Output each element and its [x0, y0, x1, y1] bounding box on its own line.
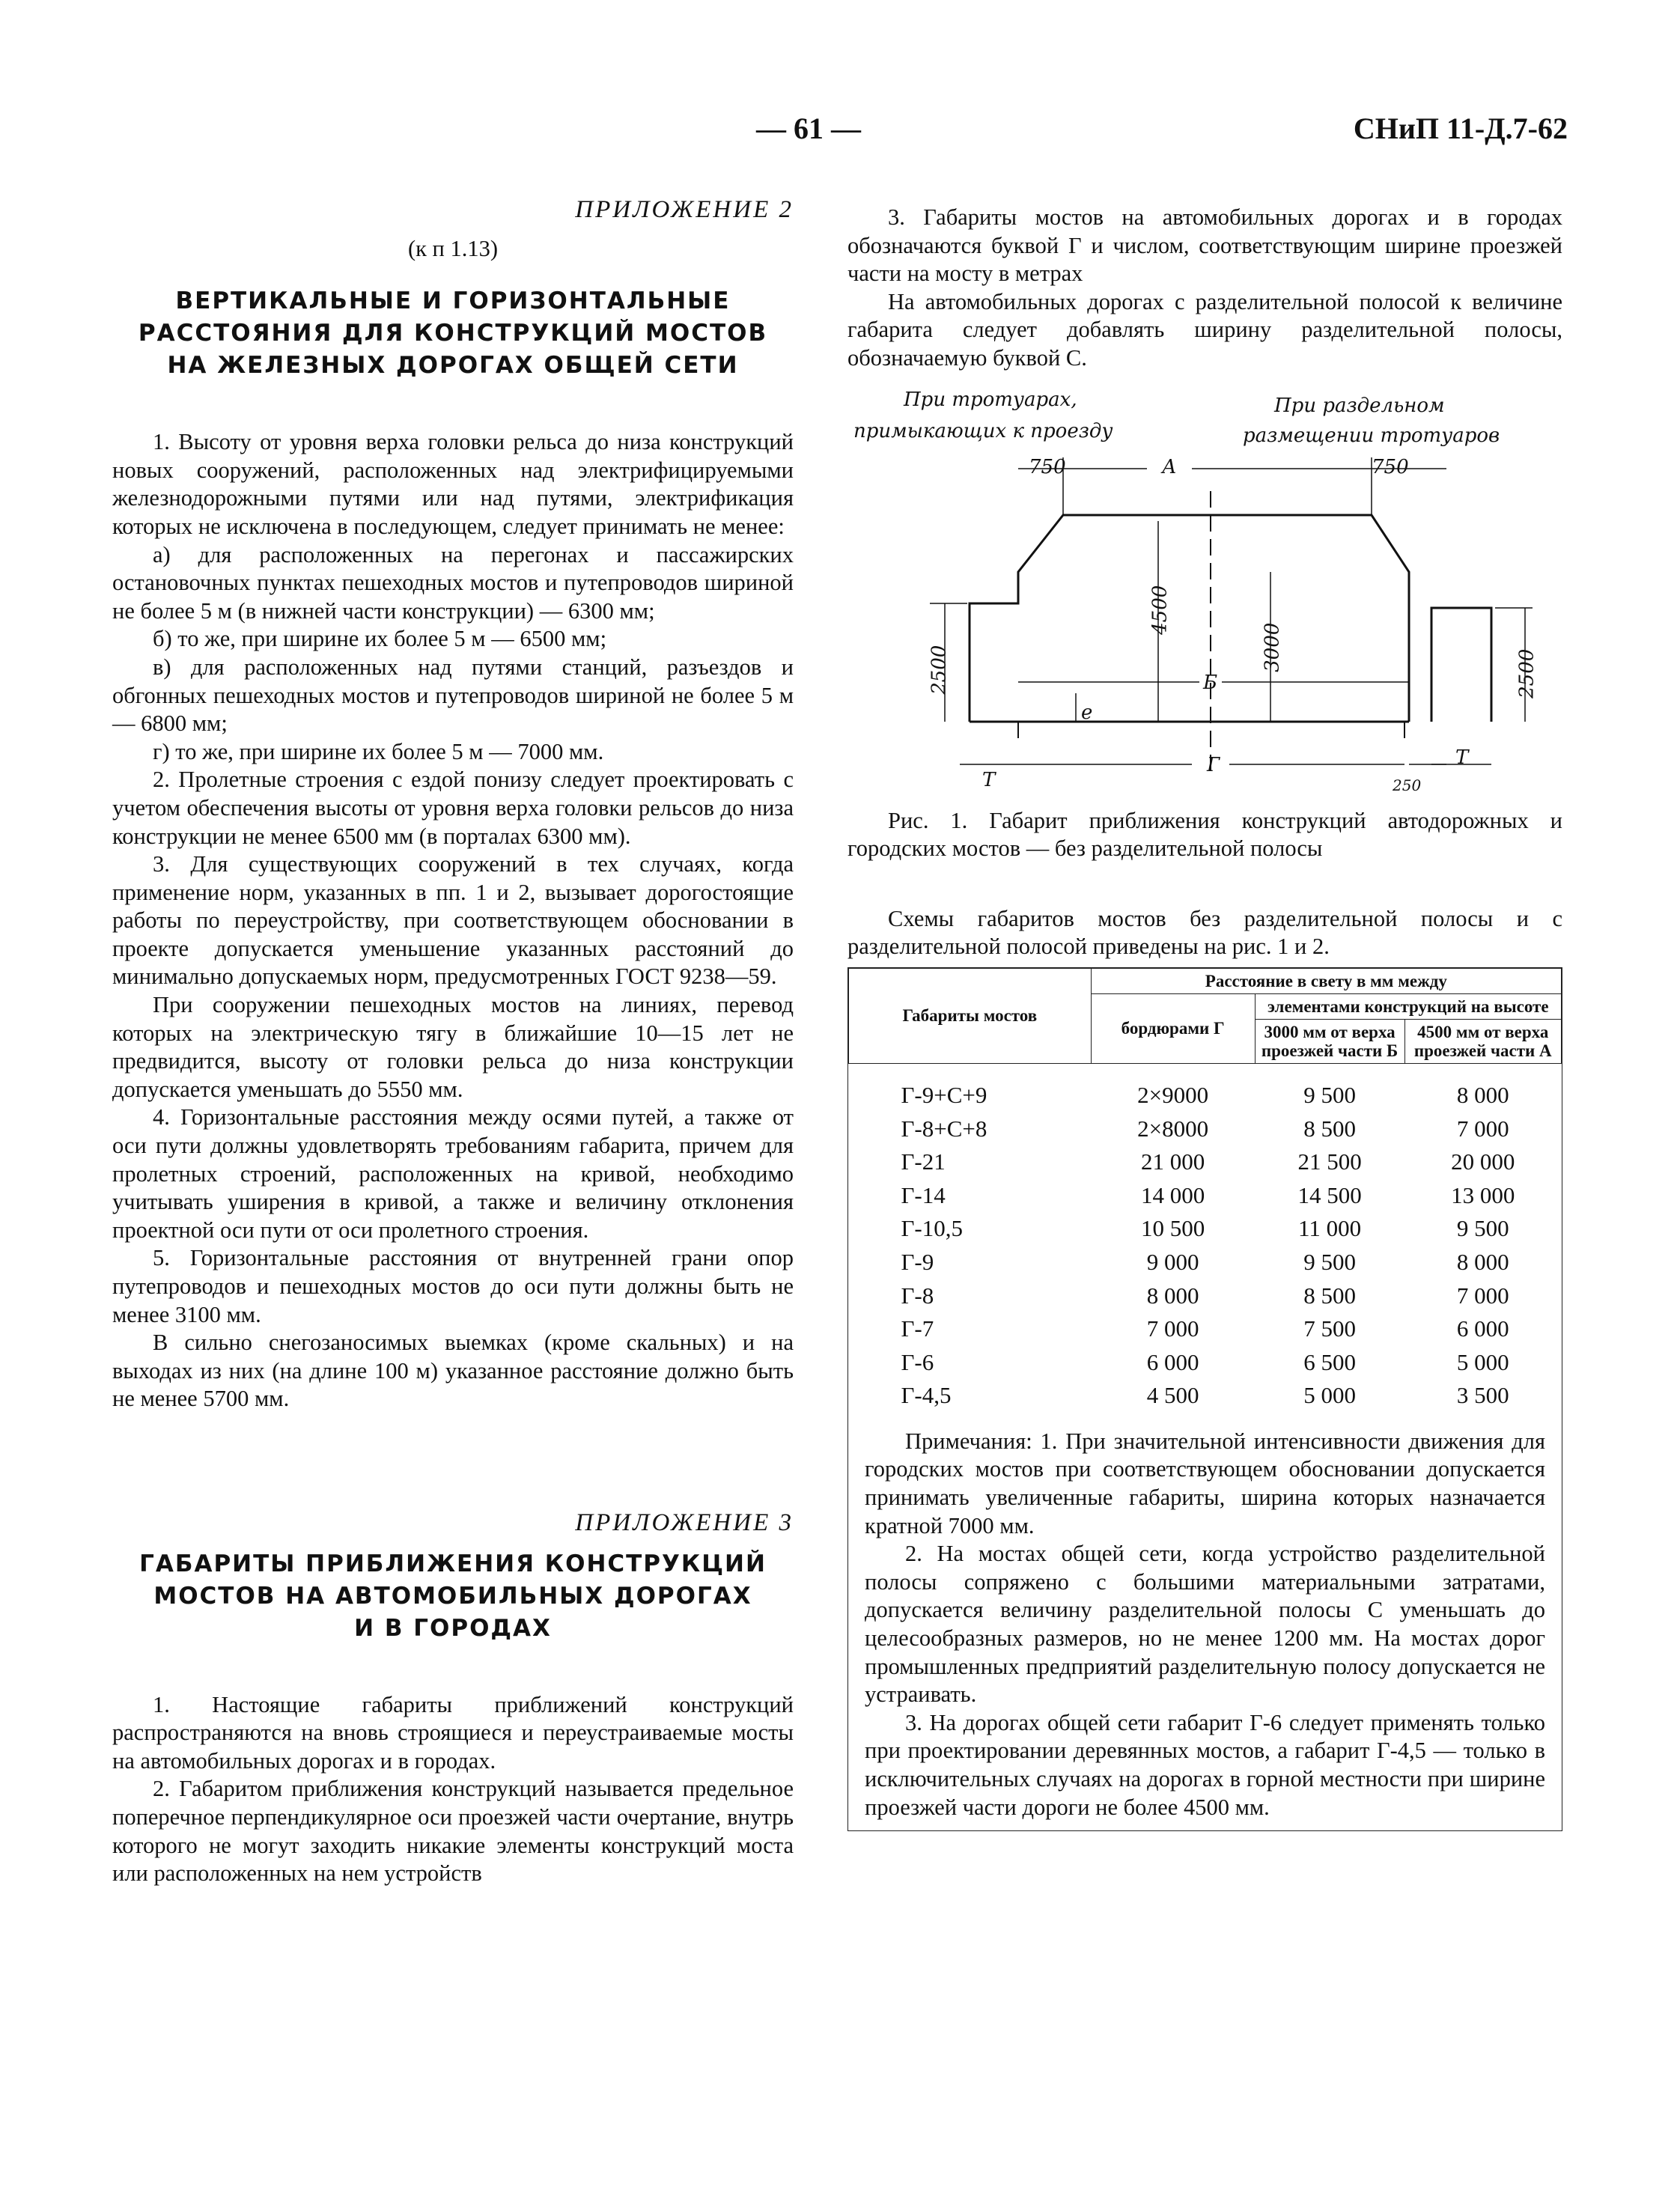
- value-cell: 11 000: [1298, 1215, 1362, 1242]
- paragraph: 2. Габаритом приближения конструкций называется предельное поперечное перпендикулярное оси проезжей части очертание, внутрь которого не могут заходить никакие элементы конструкций моста или расположенных на нем устройств: [112, 1776, 794, 1887]
- dim-4500: 4500: [1148, 585, 1172, 635]
- dim-t-left: Т: [982, 768, 996, 791]
- table-notes: [848, 1413, 1562, 1830]
- dim-b: Б: [1203, 671, 1218, 694]
- paragraph: 1. Высоту от уровня верха головки рельса до низа конструкций новых сооружений, расположенных над электрифицируемыми железнодорожными путями или над путями, электрификация которых не исключена в последующем, следует принимать не менее:: [112, 429, 794, 539]
- paragraph: 5. Горизонтальные расстояния от внутренней грани опор путепроводов и пешеходных мостов до оси пути должны быть не менее 3100 мм.: [112, 1245, 794, 1327]
- table-row: [849, 1179, 1562, 1213]
- table-row: [849, 1145, 1562, 1179]
- header-curbs: бордюрами Г: [1091, 993, 1255, 1063]
- schemes-paragraph: Схемы габаритов мостов без разделительной полосы и с разделительной полосой приведены на рис. 1 и 2.: [847, 905, 1562, 960]
- left-column: [112, 196, 794, 1888]
- table-row: [849, 1112, 1562, 1146]
- gauge-cell: Г-14: [901, 1181, 946, 1208]
- value-cell: 3 500: [1456, 1382, 1509, 1409]
- value-cell: 7 000: [1456, 1282, 1509, 1309]
- value-cell: 20 000: [1451, 1148, 1515, 1175]
- paragraph: г) то же, при ширине их более 5 м — 7000 мм.: [153, 738, 604, 764]
- table-row: [849, 1346, 1562, 1380]
- value-cell: 8 500: [1303, 1282, 1356, 1309]
- header-4500: 4500 мм от верха проезжей части А: [1404, 1019, 1561, 1063]
- value-cell: 8 000: [1456, 1248, 1509, 1275]
- paragraph: 3. Для существующих сооружений в тех случаях, когда применение норм, указанных в пп. 1 и 2, вызывает дорогостоящие работы по переустройству, при соответствующем обосновании в проекте допускается уменьшение указанных расстояний до минимально допускаемых норм, предусмотренных ГОСТ 9238—59.: [112, 851, 794, 990]
- value-cell: 8 500: [1303, 1115, 1356, 1142]
- paragraph: 4. Горизонтальные расстояния между осями путей, а также от оси пути должны удовлетворять требованиям габарита, причем для пролетных строений, расположенных на кривой, необходимо учитывать уширения в кривой, а также и величину отклонения проектной оси пути от оси пролетного строения.: [112, 1104, 794, 1243]
- figure-label-left-line: примыкающих к проезду: [853, 419, 1113, 442]
- appendix-2-title-line: НА ЖЕЛЕЗНЫХ ДОРОГАХ ОБЩЕЙ СЕТИ: [167, 352, 739, 380]
- value-cell: 9 500: [1303, 1081, 1356, 1108]
- value-cell: 7 000: [1146, 1315, 1199, 1342]
- value-cell: 9 500: [1303, 1248, 1356, 1275]
- appendix-3-title-line: ГАБАРИТЫ ПРИБЛИЖЕНИЯ КОНСТРУКЦИЙ: [139, 1550, 767, 1577]
- right-column: [847, 204, 1562, 1831]
- appendix-2-label: ПРИЛОЖЕНИЕ 2: [575, 196, 794, 223]
- table-row: [849, 1379, 1562, 1413]
- dim-t-right: Т: [1455, 746, 1469, 769]
- appendix-3-title-line: МОСТОВ НА АВТОМОБИЛЬНЫХ ДОРОГАХ: [153, 1582, 752, 1610]
- value-cell: 5 000: [1303, 1382, 1356, 1409]
- gauge-cell: Г-10,5: [901, 1215, 963, 1242]
- dim-3000: 3000: [1261, 622, 1284, 672]
- value-cell: 7 500: [1303, 1315, 1356, 1342]
- header-3000: 3000 мм от верха проезжей части Б: [1255, 1019, 1404, 1063]
- value-cell: 2×9000: [1137, 1081, 1209, 1108]
- appendix-3-title-line: И В ГОРОДАХ: [354, 1614, 552, 1642]
- header-elements: элементами конструкций на высоте: [1255, 993, 1561, 1019]
- figure-1: [847, 386, 1562, 797]
- appendix-2-reference: (к п 1.13): [407, 235, 499, 261]
- clearance-profile-line: [970, 515, 1409, 722]
- gauge-cell: Г-9+С+9: [901, 1081, 987, 1108]
- value-cell: 6 500: [1303, 1348, 1356, 1375]
- dim-250: 250: [1393, 776, 1422, 794]
- dim-a: А: [1162, 455, 1177, 478]
- paragraph: 2. Пролетные строения с ездой понизу следует проектировать с учетом обеспечения высоты от уровня верха головки рельсов до низа конструкции не менее 6500 мм (в порталах 6300 мм).: [112, 767, 794, 849]
- table-row: [849, 1063, 1562, 1112]
- bridge-gauges-table: [848, 968, 1562, 1413]
- value-cell: 7 000: [1456, 1115, 1509, 1142]
- table-row: [849, 1279, 1562, 1313]
- dim-2500-right: 2500: [1515, 648, 1539, 698]
- value-cell: 4 500: [1146, 1382, 1199, 1409]
- gauge-cell: Г-8+С+8: [901, 1115, 987, 1142]
- value-cell: 9 500: [1456, 1215, 1509, 1242]
- dim-g: Г: [1207, 753, 1220, 776]
- appendix-2-title-line: ВЕРТИКАЛЬНЫЕ И ГОРИЗОНТАЛЬНЫЕ: [175, 287, 731, 315]
- value-cell: 6 000: [1456, 1315, 1509, 1342]
- sidewalk-box-line: [1431, 608, 1491, 722]
- appendix-3-label: ПРИЛОЖЕНИЕ 3: [575, 1509, 794, 1536]
- paragraph: 1. Настоящие габариты приближений конструкций распространяются на вновь строящиеся и переустраиваемые мосты на автомобильных дорогах и в городах.: [112, 1691, 794, 1774]
- dim-2500-left: 2500: [928, 645, 951, 695]
- gauge-cell: Г-6: [901, 1348, 934, 1375]
- figure-label-right-line: При раздельном: [1274, 394, 1445, 417]
- value-cell: 10 500: [1141, 1215, 1205, 1242]
- value-cell: 13 000: [1451, 1181, 1515, 1208]
- paragraph: При сооружении пешеходных мостов на линиях, перевод которых на электрическую тягу в ближайшие 10—15 лет не предвидится, высоту от головки рельса до низа конструкции допускается уменьшать до 5550 мм.: [112, 992, 794, 1102]
- table-row: [849, 1212, 1562, 1246]
- document-code: СНиП 11-Д.7-62: [1353, 112, 1568, 145]
- value-cell: 14 500: [1297, 1181, 1362, 1208]
- header-gabarity: Габариты мостов: [849, 968, 1092, 1063]
- dim-e: е: [1081, 701, 1093, 724]
- note: 3. На дорогах общей сети габарит Г-6 следует применять только при проектировании деревянных мостов, а габарит Г-4,5 — только в исключительных случаях на дорогах в горной местности при ширине проезжей части дороги не более 4500 мм.: [865, 1709, 1545, 1820]
- figure-label-left-line: При тротуарах,: [904, 388, 1077, 411]
- gauge-cell: Г-7: [901, 1315, 934, 1342]
- dim-750-left: 750: [1029, 455, 1066, 478]
- value-cell: 8 000: [1456, 1081, 1509, 1108]
- value-cell: 5 000: [1456, 1348, 1509, 1375]
- paragraph: в) для расположенных над путями станций, разъездов и обгонных пешеходных мостов и путепроводов шириной не более 5 м — 6800 мм;: [112, 654, 794, 737]
- paragraph: а) для расположенных на перегонах и пассажирских остановочных пунктах пешеходных мостов и путепроводов шириной не более 5 м (в нижней части конструкции) — 6300 мм;: [112, 541, 794, 624]
- gauge-cell: Г-9: [901, 1248, 934, 1275]
- paragraph: В сильно снегозаносимых выемках (кроме скальных) и на выходах из них (на длине 100 м) указанное расстояние должно быть не менее 5700 мм.: [112, 1330, 794, 1412]
- note: 2. На мостах общей сети, когда устройство разделительной полосы сопряжено с большими материальными затратами, допускается величину разделительной полосы С уменьшать до целесообразных размеров, но не менее 1200 мм. На мостах дорог промышленных предприятий разделительную полосу допускается не устраивать.: [865, 1541, 1545, 1708]
- table-row: [849, 1312, 1562, 1346]
- page-number: — 61 —: [756, 112, 861, 145]
- figure-label-right-line: размещении тротуаров: [1243, 424, 1500, 447]
- gauge-cell: Г-21: [901, 1148, 946, 1175]
- appendix-2-title: [112, 285, 794, 382]
- header-distance: Расстояние в свету в мм между: [1091, 968, 1561, 993]
- value-cell: 8 000: [1146, 1282, 1199, 1309]
- dim-750-right: 750: [1372, 455, 1409, 478]
- appendix-3-title: [112, 1548, 794, 1645]
- gauge-cell: Г-4,5: [901, 1382, 952, 1409]
- table-frame: [847, 967, 1562, 1831]
- appendix-2-title-line: РАССТОЯНИЯ ДЛЯ КОНСТРУКЦИЙ МОСТОВ: [138, 320, 768, 347]
- value-cell: 21 000: [1141, 1148, 1205, 1175]
- paragraph: 3. Габариты мостов на автомобильных дорогах и в городах обозначаются буквой Г и числом, соответствующим ширине проезжей части на мосту в метрах: [847, 204, 1562, 287]
- table-row: [849, 1246, 1562, 1279]
- paragraph: На автомобильных дорогах с разделительной полосой к величине габарита следует добавлять ширину разделительной полосы, обозначаемую буквой С.: [847, 288, 1562, 371]
- value-cell: 14 000: [1141, 1181, 1205, 1208]
- paragraph: б) то же, при ширине их более 5 м — 6500 мм;: [153, 626, 607, 652]
- value-cell: 21 500: [1297, 1148, 1362, 1175]
- value-cell: 2×8000: [1137, 1115, 1209, 1142]
- note: Примечания: 1. При значительной интенсивности движения для городских мостов при соответствующем обосновании допускается принимать увеличенные габариты, ширина которых назначается кратной 7000 мм.: [865, 1428, 1545, 1538]
- value-cell: 9 000: [1146, 1248, 1199, 1275]
- gauge-cell: Г-8: [901, 1282, 934, 1309]
- table-body: [849, 1063, 1562, 1412]
- value-cell: 6 000: [1146, 1348, 1199, 1375]
- figure-caption: Рис. 1. Габарит приближения конструкций автодорожных и городских мостов — без разделительной полосы: [847, 807, 1562, 862]
